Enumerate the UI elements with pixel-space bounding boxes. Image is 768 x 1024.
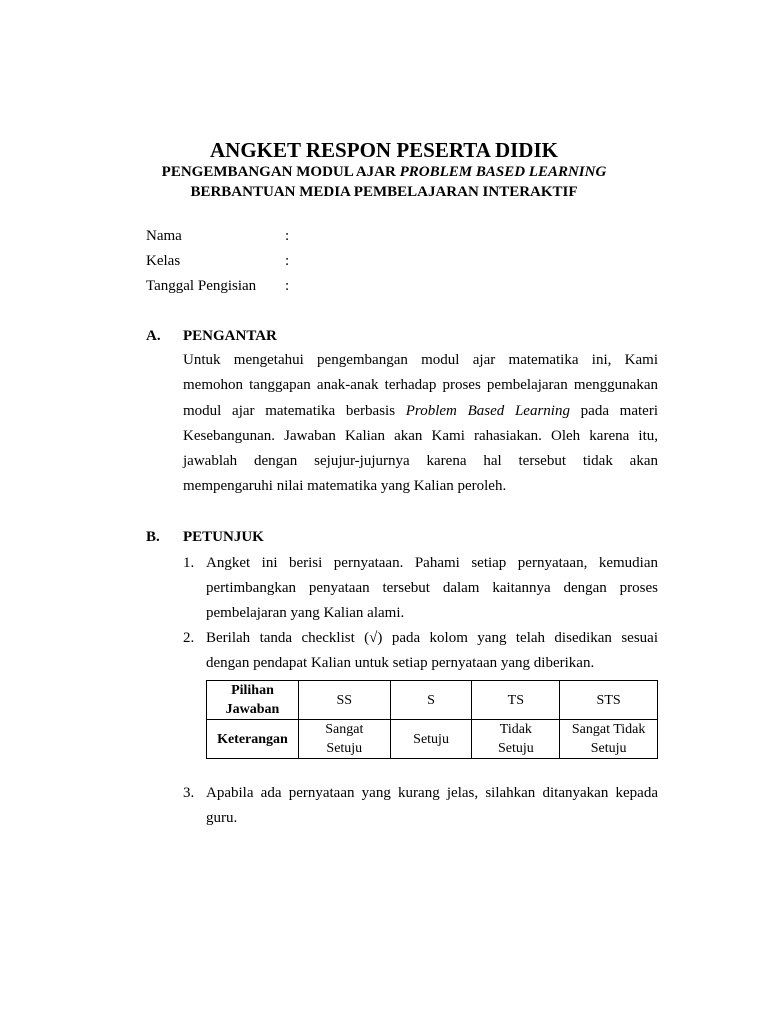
section-a-paragraph [183, 348, 658, 500]
option-description-cell [390, 720, 472, 759]
item-line: pembelajaran yang Kalian alami. [206, 605, 405, 621]
option-code-cell: TS [472, 681, 560, 720]
paragraph-line: mempengaruhi nilai matematika yang Kalian peroleh. [183, 478, 507, 495]
answer-options-table [206, 680, 658, 759]
subtitle-1-italic: PROBLEM BASED LEARNING [399, 164, 607, 180]
field-label: Kelas [146, 253, 181, 269]
option-code-cell: STS [560, 681, 658, 720]
item-line: Apabila ada pernyataan yang kurang jelas, silahkan ditanyakan kepada [206, 785, 658, 801]
section-a-heading: PENGANTAR [183, 328, 277, 344]
option-code-cell: S [390, 681, 472, 720]
cell-line: Setuju [326, 741, 363, 756]
option-description-cell [472, 720, 560, 759]
item-line: dengan pendapat Kalian untuk setiap pernyataan yang diberikan. [206, 655, 595, 671]
cell-line: Tidak [499, 722, 532, 737]
item-number: 3. [183, 785, 195, 801]
paragraph-text: modul ajar matematika berbasis [183, 402, 406, 419]
field-colon: : [285, 228, 290, 244]
subtitle-1-text: PENGEMBANGAN MODUL AJAR [161, 164, 400, 180]
option-description-cell [298, 720, 390, 759]
paragraph-italic: Problem Based Learning [405, 402, 570, 419]
cell-line: Sangat Tidak [571, 722, 646, 737]
option-description-cell [560, 720, 658, 759]
section-b-letter: B. [146, 529, 160, 545]
field-kelas [146, 251, 290, 271]
field-tanggal-pengisian [146, 276, 290, 296]
item-line: pertimbangkan penyataan tersebut dalam kaitannya dengan proses [206, 580, 658, 596]
item-number: 1. [183, 555, 195, 571]
paragraph-line: jawablah dengan sejujur-jujurnya karena hal tersebut tidak akan [183, 453, 658, 470]
document-subtitle-2: BERBANTUAN MEDIA PEMBELAJARAN INTERAKTIF [190, 184, 578, 200]
cell-line: Setuju [590, 741, 627, 756]
cell-line: Jawaban [225, 702, 280, 717]
table-row [207, 720, 658, 759]
cell-line: Pilihan [231, 683, 274, 698]
paragraph-line: Untuk mengetahui pengembangan modul ajar matematika ini, Kami [183, 352, 658, 368]
cell-line: Setuju [497, 741, 534, 756]
document-subtitle-1 [0, 162, 768, 182]
field-colon: : [285, 278, 290, 294]
instruction-item-1 [206, 551, 658, 626]
item-line: Angket ini berisi pernyataan. Pahami setiap pernyataan, kemudian [206, 555, 658, 571]
field-nama [146, 226, 290, 246]
paragraph-line: Kesebangunan. Jawaban Kalian akan Kami rahasiakan. Oleh karena itu, [183, 427, 658, 444]
table-header-cell [207, 681, 299, 720]
cell-line: Setuju [413, 731, 449, 747]
document-title: ANGKET RESPON PESERTA DIDIK [210, 138, 558, 162]
paragraph-line: memohon tanggapan anak-anak terhadap proses pembelajaran menggunakan [183, 377, 658, 394]
paragraph-text: pada materi [569, 402, 658, 419]
field-label: Nama [146, 228, 182, 244]
item-number: 2. [183, 630, 195, 646]
instruction-item-2 [206, 626, 658, 676]
field-colon: : [285, 253, 290, 269]
table-header-cell: Keterangan [207, 720, 299, 759]
instruction-item-3 [206, 781, 658, 831]
field-label: Tanggal Pengisian [146, 278, 257, 294]
table-row [207, 681, 658, 720]
cell-line: Sangat [325, 722, 364, 737]
item-line: Berilah tanda checklist (√) pada kolom yang telah disedikan sesuai [206, 630, 658, 646]
item-line: guru. [206, 810, 238, 826]
paragraph-line [183, 399, 658, 424]
section-b-heading: PETUNJUK [183, 529, 264, 545]
option-code-cell: SS [298, 681, 390, 720]
section-a-letter: A. [146, 328, 161, 344]
